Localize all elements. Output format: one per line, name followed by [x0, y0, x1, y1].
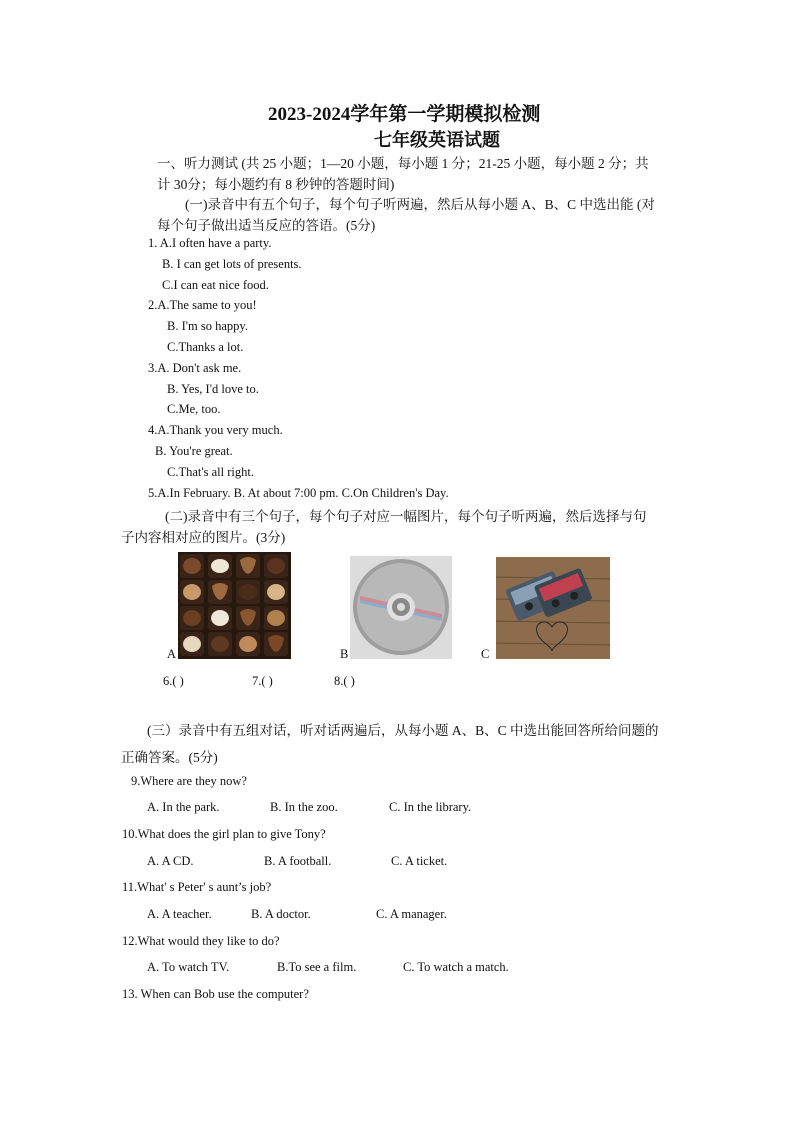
q5-options: 5.A.In February. B. At about 7:00 pm. C.On Children's Day. [148, 486, 449, 500]
q1-option-c: C.I can eat nice food. [162, 278, 269, 292]
q13-question: 13. When can Bob use the computer? [122, 987, 309, 1001]
part3-intro-line1: (三）录音中有五组对话，听对话两遍后，从每小题 A、B、C 中选出能回答所给问题的 [147, 723, 659, 738]
q10-question: 10.What does the girl plan to give Tony? [122, 827, 326, 841]
q2-option-b: B. I'm so happy. [167, 319, 248, 333]
chocolates-image [178, 552, 291, 659]
section1-heading-line2: 计 30分；每小题约有 8 秒钟的答题时间) [157, 177, 395, 192]
q8-answer-blank: 8.( ) [334, 674, 355, 688]
part2-intro-line2: 子内容相对应的图片。(3分) [121, 530, 286, 545]
q6-answer-blank: 6.( ) [163, 674, 184, 688]
cd-image [350, 556, 452, 659]
q11-question: 11.What' s Peter' s aunt’s job? [122, 880, 272, 894]
q10-option-c: C. A ticket. [391, 854, 448, 868]
picture-c-label: C [481, 647, 490, 661]
q9-option-b: B. In the zoo. [270, 800, 338, 814]
q10-option-b: B. A football. [264, 854, 332, 868]
part3-intro-line2: 正确答案。(5分) [121, 750, 218, 765]
q11-option-b: B. A doctor. [251, 907, 311, 921]
q12-option-b: B.To see a film. [277, 960, 357, 974]
q4-option-b: B. You're great. [155, 444, 233, 458]
q12-option-c: C. To watch a match. [403, 960, 509, 974]
q4-option-c: C.That's all right. [167, 465, 254, 479]
q2-option-a: 2.A.The same to you! [148, 298, 257, 312]
picture-b-label: B [340, 647, 349, 661]
section1-heading-line1: 一、听力测试 (共 25 小题；1—20 小题，每小题 1 分；21-25 小题，每小题 2 分；共 [157, 156, 649, 171]
q3-option-b: B. Yes, I'd love to. [167, 382, 259, 396]
part1-intro-line1: (一)录音中有五个句子，每个句子听两遍，然后从每小题 A、B、C 中选出能 (对 [185, 197, 655, 212]
q9-option-a: A. In the park. [147, 800, 220, 814]
part2-intro-line1: (二)录音中有三个句子，每个句子对应一幅图片，每个句子听两遍，然后选择与句 [165, 509, 647, 524]
exam-title: 2023-2024学年第一学期模拟检测 [268, 104, 541, 125]
cassette-image [496, 557, 610, 659]
q9-option-c: C. In the library. [389, 800, 472, 814]
q2-option-c: C.Thanks a lot. [167, 340, 244, 354]
q3-option-c: C.Me, too. [167, 402, 221, 416]
q1-option-b: B. I can get lots of presents. [162, 257, 302, 271]
q3-option-a: 3.A. Don't ask me. [148, 361, 242, 375]
q7-answer-blank: 7.( ) [252, 674, 273, 688]
q10-option-a: A. A CD. [147, 854, 194, 868]
picture-a-label: A [167, 647, 177, 661]
q12-question: 12.What would they like to do? [122, 934, 280, 948]
q1-option-a: 1. A.I often have a party. [148, 236, 272, 250]
q9-question: 9.Where are they now? [131, 774, 247, 788]
part1-intro-line2: 每个句子做出适当反应的答语。(5分) [157, 218, 376, 233]
q12-option-a: A. To watch TV. [147, 960, 230, 974]
q11-option-c: C. A manager. [376, 907, 447, 921]
q4-option-a: 4.A.Thank you very much. [148, 423, 283, 437]
exam-subtitle: 七年级英语试题 [374, 130, 500, 150]
q11-option-a: A. A teacher. [147, 907, 212, 921]
